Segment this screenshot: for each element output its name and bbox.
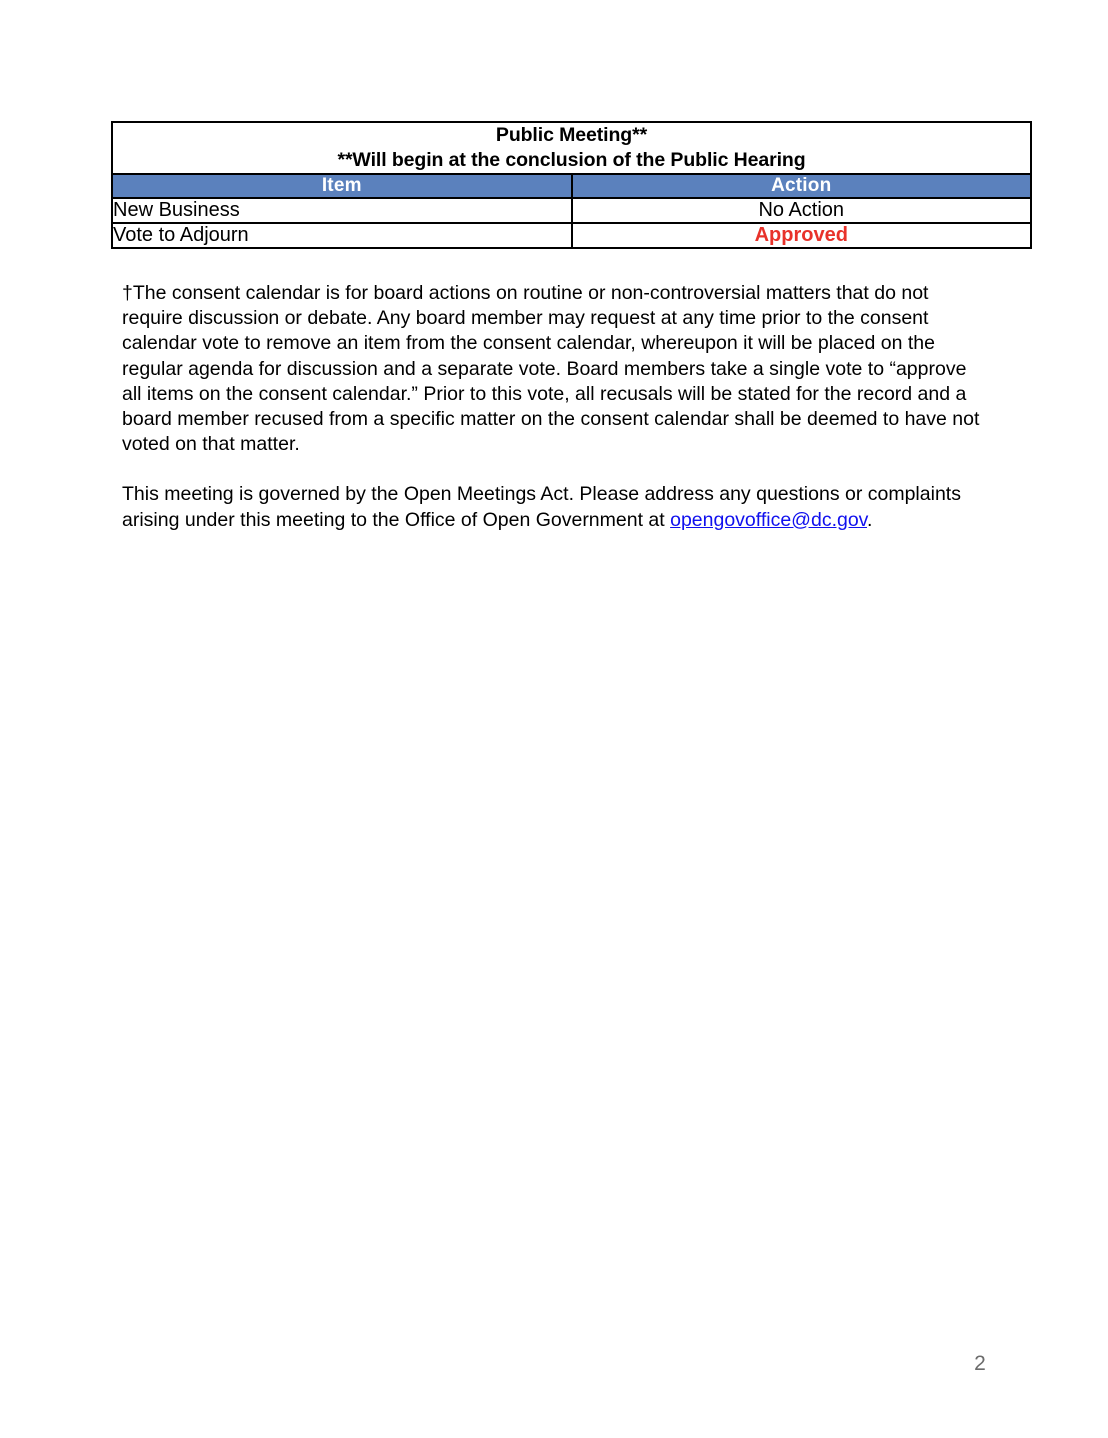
agenda-table <box>111 121 1032 249</box>
agenda-title-line-2: **Will begin at the conclusion of the Public Hearing <box>337 149 806 171</box>
row-item-vote-to-adjourn: Vote to Adjourn <box>112 223 572 248</box>
open-meetings-text: This meeting is governed by the Open Meetings Act. Please address any questions or complaints arising under this meeting to the Office of Open Government at <box>122 483 961 531</box>
row-item-new-business: New Business <box>112 198 572 223</box>
agenda-title-line-1: Public Meeting** <box>495 124 648 146</box>
table-title-row <box>112 122 1031 174</box>
notes-section <box>122 281 990 533</box>
agenda-title-cell <box>112 122 1031 174</box>
open-meetings-suffix: . <box>867 508 873 531</box>
open-meetings-note <box>122 482 990 532</box>
column-header-action: Action <box>572 174 1032 198</box>
table-row <box>112 198 1031 223</box>
page-number: 2 <box>974 1352 986 1375</box>
row-action-vote-to-adjourn: Approved <box>572 223 1032 248</box>
consent-calendar-note: †The consent calendar is for board actions on routine or non-controversial matters that do not require discussion or debate. Any board member may request at any time prior to the consent calendar vote to remove an item from the consent calendar, whereupon it will be placed on the regular agenda for discussion and a separate vote. Board members take a single vote to “approve all items on the consent calendar.” Prior to this vote, all recusals will be stated for the record and a board member recused from a specific matter on the consent calendar shall be deemed to have not voted on that matter. <box>122 282 980 456</box>
opengovoffice-email-link[interactable]: opengovoffice@dc.gov <box>670 508 867 531</box>
column-header-item: Item <box>112 174 572 198</box>
table-row <box>112 223 1031 248</box>
row-action-new-business: No Action <box>572 198 1032 223</box>
table-header-row <box>112 174 1031 198</box>
